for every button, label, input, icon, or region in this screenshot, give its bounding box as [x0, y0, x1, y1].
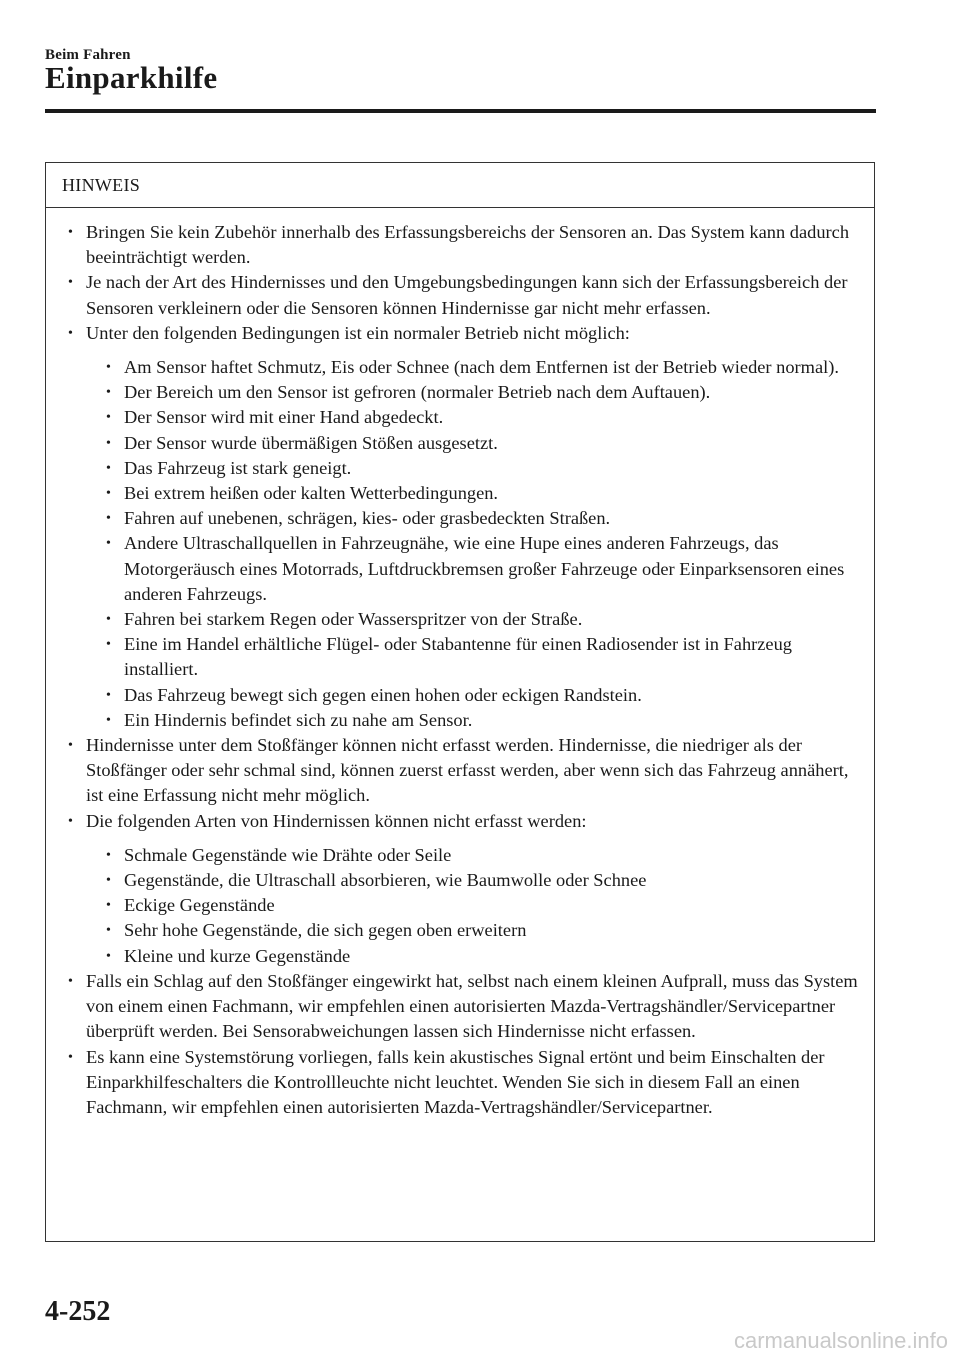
sublist-item	[86, 893, 866, 918]
sublist-item-text: Kleine und kurze Gegenstände	[124, 945, 351, 966]
sublist-item	[86, 708, 866, 733]
bullet-icon: •	[68, 1049, 73, 1065]
bullet-icon: •	[106, 612, 111, 628]
bullet-icon: •	[106, 360, 111, 376]
bullet-icon: •	[106, 460, 111, 476]
sublist-item-text: Bei extrem heißen oder kalten Wetterbedingungen.	[124, 483, 499, 504]
bullet-icon: •	[68, 738, 73, 754]
bullet-icon: •	[106, 637, 111, 653]
sublist-item-text: Fahren auf unebenen, schrägen, kies- oder grasbedeckten Straßen.	[124, 508, 611, 529]
sublist-item-text: Das Fahrzeug ist stark geneigt.	[124, 457, 352, 478]
sublist-item-text: Eine im Handel erhältliche Flügel- oder Stabantenne für einen Radiosender ist in Fahrzeug installiert.	[124, 634, 792, 680]
sublist-item	[86, 843, 866, 868]
bullet-icon: •	[106, 511, 111, 527]
sublist-item	[86, 506, 866, 531]
bullet-icon: •	[106, 847, 111, 863]
sublist-item-text: Der Sensor wurde übermäßigen Stößen ausgesetzt.	[124, 432, 498, 453]
sublist-item	[86, 944, 866, 969]
bullet-icon: •	[68, 275, 73, 291]
list-item	[68, 220, 866, 270]
list-item-text: Falls ein Schlag auf den Stoßfänger eingewirkt hat, selbst nach einem kleinen Aufprall, muss das System von einem einen Fachmann, wir empfehlen einen autorisierten Mazda-Vertragshändler/Servicepartner überprüft werden. Bei Sensorabweichungen lassen sich Hindernisse nicht erfassen.	[86, 970, 858, 1042]
list-item	[68, 270, 866, 320]
bullet-icon: •	[106, 898, 111, 914]
list-item-text: Je nach der Art des Hindernisses und den Umgebungsbedingungen kann sich der Erfassungsbereich der Sensoren verkleinern oder die Sensoren können Hindernisse gar nicht mehr erfassen.	[86, 272, 848, 318]
sublist-item-text: Der Sensor wird mit einer Hand abgedeckt.	[124, 407, 444, 428]
list-item	[68, 969, 866, 1045]
list-item	[68, 809, 866, 969]
undetectable-sublist	[86, 843, 866, 969]
note-heading: HINWEIS	[46, 163, 874, 208]
section-label: Beim Fahren	[45, 47, 131, 63]
bullet-icon: •	[106, 410, 111, 426]
bullet-icon: •	[68, 325, 73, 341]
bullet-icon: •	[106, 948, 111, 964]
list-item-text: Es kann eine Systemstörung vorliegen, falls kein akustisches Signal ertönt und beim Einschalten der Einparkhilfeschalters die Kontrollleuchte nicht leuchtet. Wenden Sie sich in diesem Fall an einen Fachmann, wir empfehlen einen autorisierten Mazda-Vertragshändler/Servicepartner.	[86, 1046, 825, 1117]
sublist-item-text: Eckige Gegenstände	[124, 895, 275, 916]
watermark: carmanualsonline.info	[733, 1328, 948, 1353]
bullet-icon: •	[106, 687, 111, 703]
sublist-item	[86, 531, 866, 607]
bullet-icon: •	[106, 385, 111, 401]
bullet-icon: •	[106, 486, 111, 502]
sublist-item-text: Am Sensor haftet Schmutz, Eis oder Schnee (nach dem Entfernen ist der Betrieb wieder normal).	[124, 357, 839, 378]
note-body	[46, 208, 874, 1120]
sublist-item-text: Gegenstände, die Ultraschall absorbieren, wie Baumwolle oder Schnee	[124, 870, 647, 891]
sublist-item	[86, 380, 866, 405]
list-item	[68, 321, 866, 733]
sublist-item-text: Sehr hohe Gegenstände, die sich gegen oben erweitern	[124, 920, 527, 941]
bullet-icon: •	[106, 923, 111, 939]
list-item-text: Die folgenden Arten von Hindernissen können nicht erfasst werden:	[86, 810, 587, 831]
list-item	[68, 733, 866, 809]
sublist-item-text: Andere Ultraschallquellen in Fahrzeugnähe, wie eine Hupe eines anderen Fahrzeugs, das Motorgeräusch eines Motorrads, Luftdruckbremsen großer Fahrzeuge oder Einparksensoren eines anderen Fahrzeugs.	[124, 533, 845, 604]
bullet-icon: •	[68, 813, 73, 829]
conditions-sublist	[86, 355, 866, 733]
bullet-icon: •	[68, 973, 73, 989]
bullet-icon: •	[106, 435, 111, 451]
sublist-item	[86, 918, 866, 943]
bullet-icon: •	[106, 712, 111, 728]
sublist-item-text: Das Fahrzeug bewegt sich gegen einen hohen oder eckigen Randstein.	[124, 684, 642, 705]
sublist-item-text: Der Bereich um den Sensor ist gefroren (normaler Betrieb nach dem Auftauen).	[124, 382, 711, 403]
list-item	[68, 1045, 866, 1121]
sublist-item	[86, 868, 866, 893]
list-item-text: Unter den folgenden Bedingungen ist ein normaler Betrieb nicht möglich:	[86, 322, 630, 343]
sublist-item	[86, 431, 866, 456]
sublist-item	[86, 405, 866, 430]
page-number: 4-252	[45, 1296, 111, 1327]
bullet-icon: •	[106, 536, 111, 552]
sublist-item	[86, 481, 866, 506]
sublist-item-text: Schmale Gegenstände wie Drähte oder Seile	[124, 844, 452, 865]
sublist-item	[86, 355, 866, 380]
note-box	[45, 162, 875, 1242]
sublist-item	[86, 456, 866, 481]
sublist-item-text: Fahren bei starkem Regen oder Wasserspritzer von der Straße.	[124, 609, 583, 630]
page-title: Einparkhilfe	[45, 60, 218, 95]
note-list	[68, 220, 866, 1120]
header-divider	[45, 109, 876, 113]
sublist-item	[86, 632, 866, 682]
bullet-icon: •	[68, 225, 73, 240]
bullet-icon: •	[106, 873, 111, 889]
list-item-text: Hindernisse unter dem Stoßfänger können nicht erfasst werden. Hindernisse, die niedriger als der Stoßfänger oder sehr schmal sind, können zuerst erfasst werden, aber wenn sich das Fahrzeug annähert, ist eine Erfassung nicht mehr möglich.	[86, 735, 849, 806]
list-item-text: Bringen Sie kein Zubehör innerhalb des Erfassungsbereichs der Sensoren an. Das System kann dadurch beeinträchtigt werden.	[86, 222, 850, 268]
sublist-item	[86, 683, 866, 708]
sublist-item	[86, 607, 866, 632]
sublist-item-text: Ein Hindernis befindet sich zu nahe am Sensor.	[124, 709, 473, 730]
